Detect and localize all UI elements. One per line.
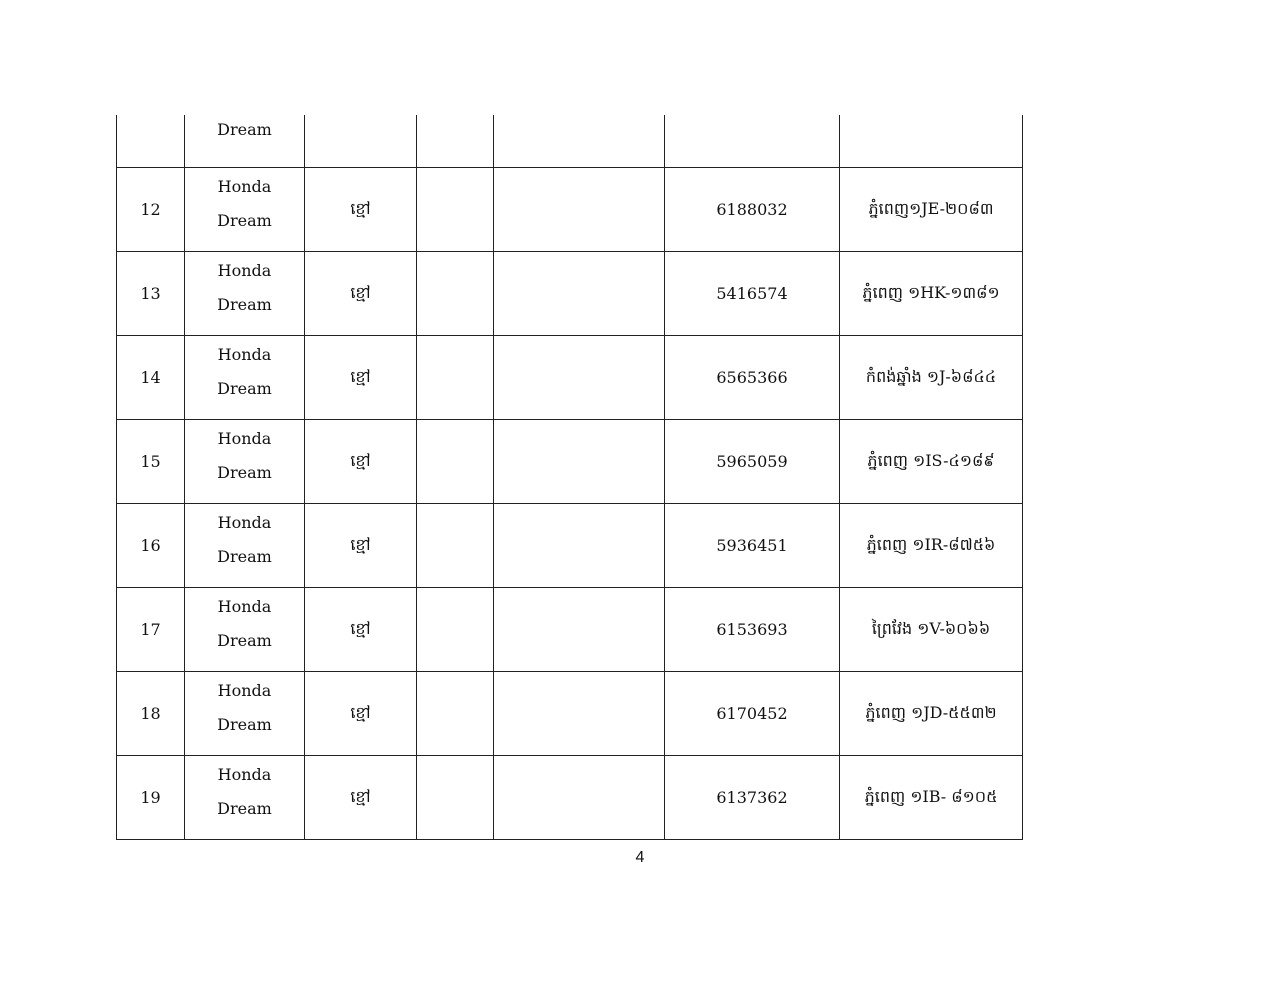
table-row: [117, 672, 1023, 756]
cell-plate: ភ្នំពេញ ១IS-៤១៨៩: [840, 420, 1023, 504]
cell-empty: [494, 588, 665, 672]
cell-model: [185, 420, 305, 504]
cell-number: 6137362: [665, 756, 840, 840]
cell-number: 5936451: [665, 504, 840, 588]
model-make: Honda: [217, 428, 272, 448]
cell-number: 6188032: [665, 168, 840, 252]
cell-color: ខ្មៅ: [305, 420, 417, 504]
cell-number: 6565366: [665, 336, 840, 420]
cell-model: [185, 336, 305, 420]
model-make: Honda: [217, 512, 272, 532]
model-name: Dream: [217, 798, 272, 818]
cell-empty: [417, 168, 494, 252]
cell-number: 5416574: [665, 252, 840, 336]
cell-model: [185, 168, 305, 252]
cell-plate: ព្រៃវែង ១V-៦០៦៦: [840, 588, 1023, 672]
cell-empty: [494, 420, 665, 504]
cell-no: 14: [117, 336, 185, 420]
cell-no: 18: [117, 672, 185, 756]
cell-number: [665, 115, 840, 168]
cell-plate: ភ្នំពេញ ១IB- ៨១០៥: [840, 756, 1023, 840]
cell-plate: [840, 115, 1023, 168]
cell-no: 15: [117, 420, 185, 504]
model-name: Dream: [217, 546, 272, 566]
cell-empty: [417, 252, 494, 336]
cell-color: ខ្មៅ: [305, 672, 417, 756]
cell-no: 19: [117, 756, 185, 840]
model-name: Dream: [217, 378, 272, 398]
cell-no: 13: [117, 252, 185, 336]
cell-plate: ភ្នំពេញ ១JD-៥៥៣២: [840, 672, 1023, 756]
model-make: Honda: [217, 680, 272, 700]
cell-empty: [417, 588, 494, 672]
cell-no: 17: [117, 588, 185, 672]
model-make: Honda: [217, 176, 272, 196]
cell-plate: ភ្នំពេញ ១HK-១៣៨១: [840, 252, 1023, 336]
cell-plate: ភ្នំពេញ១JE-២០៨៣: [840, 168, 1023, 252]
model-name: Dream: [217, 630, 272, 650]
table-row: [117, 756, 1023, 840]
cell-plate: កំពង់ឆ្នាំង ១J-៦៨៤៤: [840, 336, 1023, 420]
page-number: 4: [635, 849, 645, 866]
cell-color: ខ្មៅ: [305, 588, 417, 672]
cell-plate: ភ្នំពេញ ១IR-៨៧៥៦: [840, 504, 1023, 588]
model-name: Dream: [217, 210, 272, 230]
table-row: [117, 252, 1023, 336]
model-name: Dream: [217, 462, 272, 482]
cell-empty: [417, 420, 494, 504]
cell-empty: [494, 168, 665, 252]
table-row: [117, 336, 1023, 420]
cell-no: 12: [117, 168, 185, 252]
vehicle-table-body: [117, 115, 1023, 840]
cell-empty: [417, 672, 494, 756]
model-make: Honda: [217, 344, 272, 364]
cell-model: [185, 504, 305, 588]
table-row: [117, 168, 1023, 252]
cell-model: [185, 588, 305, 672]
model-line: Dream: [217, 120, 272, 139]
model-name: Dream: [217, 294, 272, 314]
cell-model: [185, 756, 305, 840]
cell-empty: [417, 756, 494, 840]
cell-model: [185, 252, 305, 336]
cell-number: 6153693: [665, 588, 840, 672]
model-make: Honda: [217, 260, 272, 280]
cell-color: ខ្មៅ: [305, 756, 417, 840]
cell-color: ខ្មៅ: [305, 252, 417, 336]
cell-empty: [417, 504, 494, 588]
table-row: [117, 504, 1023, 588]
continued-row: [117, 115, 1023, 168]
cell-color: ខ្មៅ: [305, 504, 417, 588]
cell-no: [117, 115, 185, 168]
table-row: [117, 420, 1023, 504]
table-row: [117, 588, 1023, 672]
cell-empty: [494, 672, 665, 756]
model-make: Honda: [217, 596, 272, 616]
cell-empty: [417, 336, 494, 420]
model-make: Honda: [217, 764, 272, 784]
cell-color: ខ្មៅ: [305, 336, 417, 420]
cell-color: ខ្មៅ: [305, 168, 417, 252]
cell-no: 16: [117, 504, 185, 588]
cell-empty: [494, 252, 665, 336]
cell-color: [305, 115, 417, 168]
cell-empty: [494, 756, 665, 840]
cell-model: [185, 115, 305, 168]
cell-number: 6170452: [665, 672, 840, 756]
cell-empty: [494, 336, 665, 420]
cell-model: [185, 672, 305, 756]
model-name: Dream: [217, 714, 272, 734]
cell-number: 5965059: [665, 420, 840, 504]
cell-empty: [417, 115, 494, 168]
cell-empty: [494, 115, 665, 168]
vehicle-table: [116, 115, 1023, 840]
cell-empty: [494, 504, 665, 588]
